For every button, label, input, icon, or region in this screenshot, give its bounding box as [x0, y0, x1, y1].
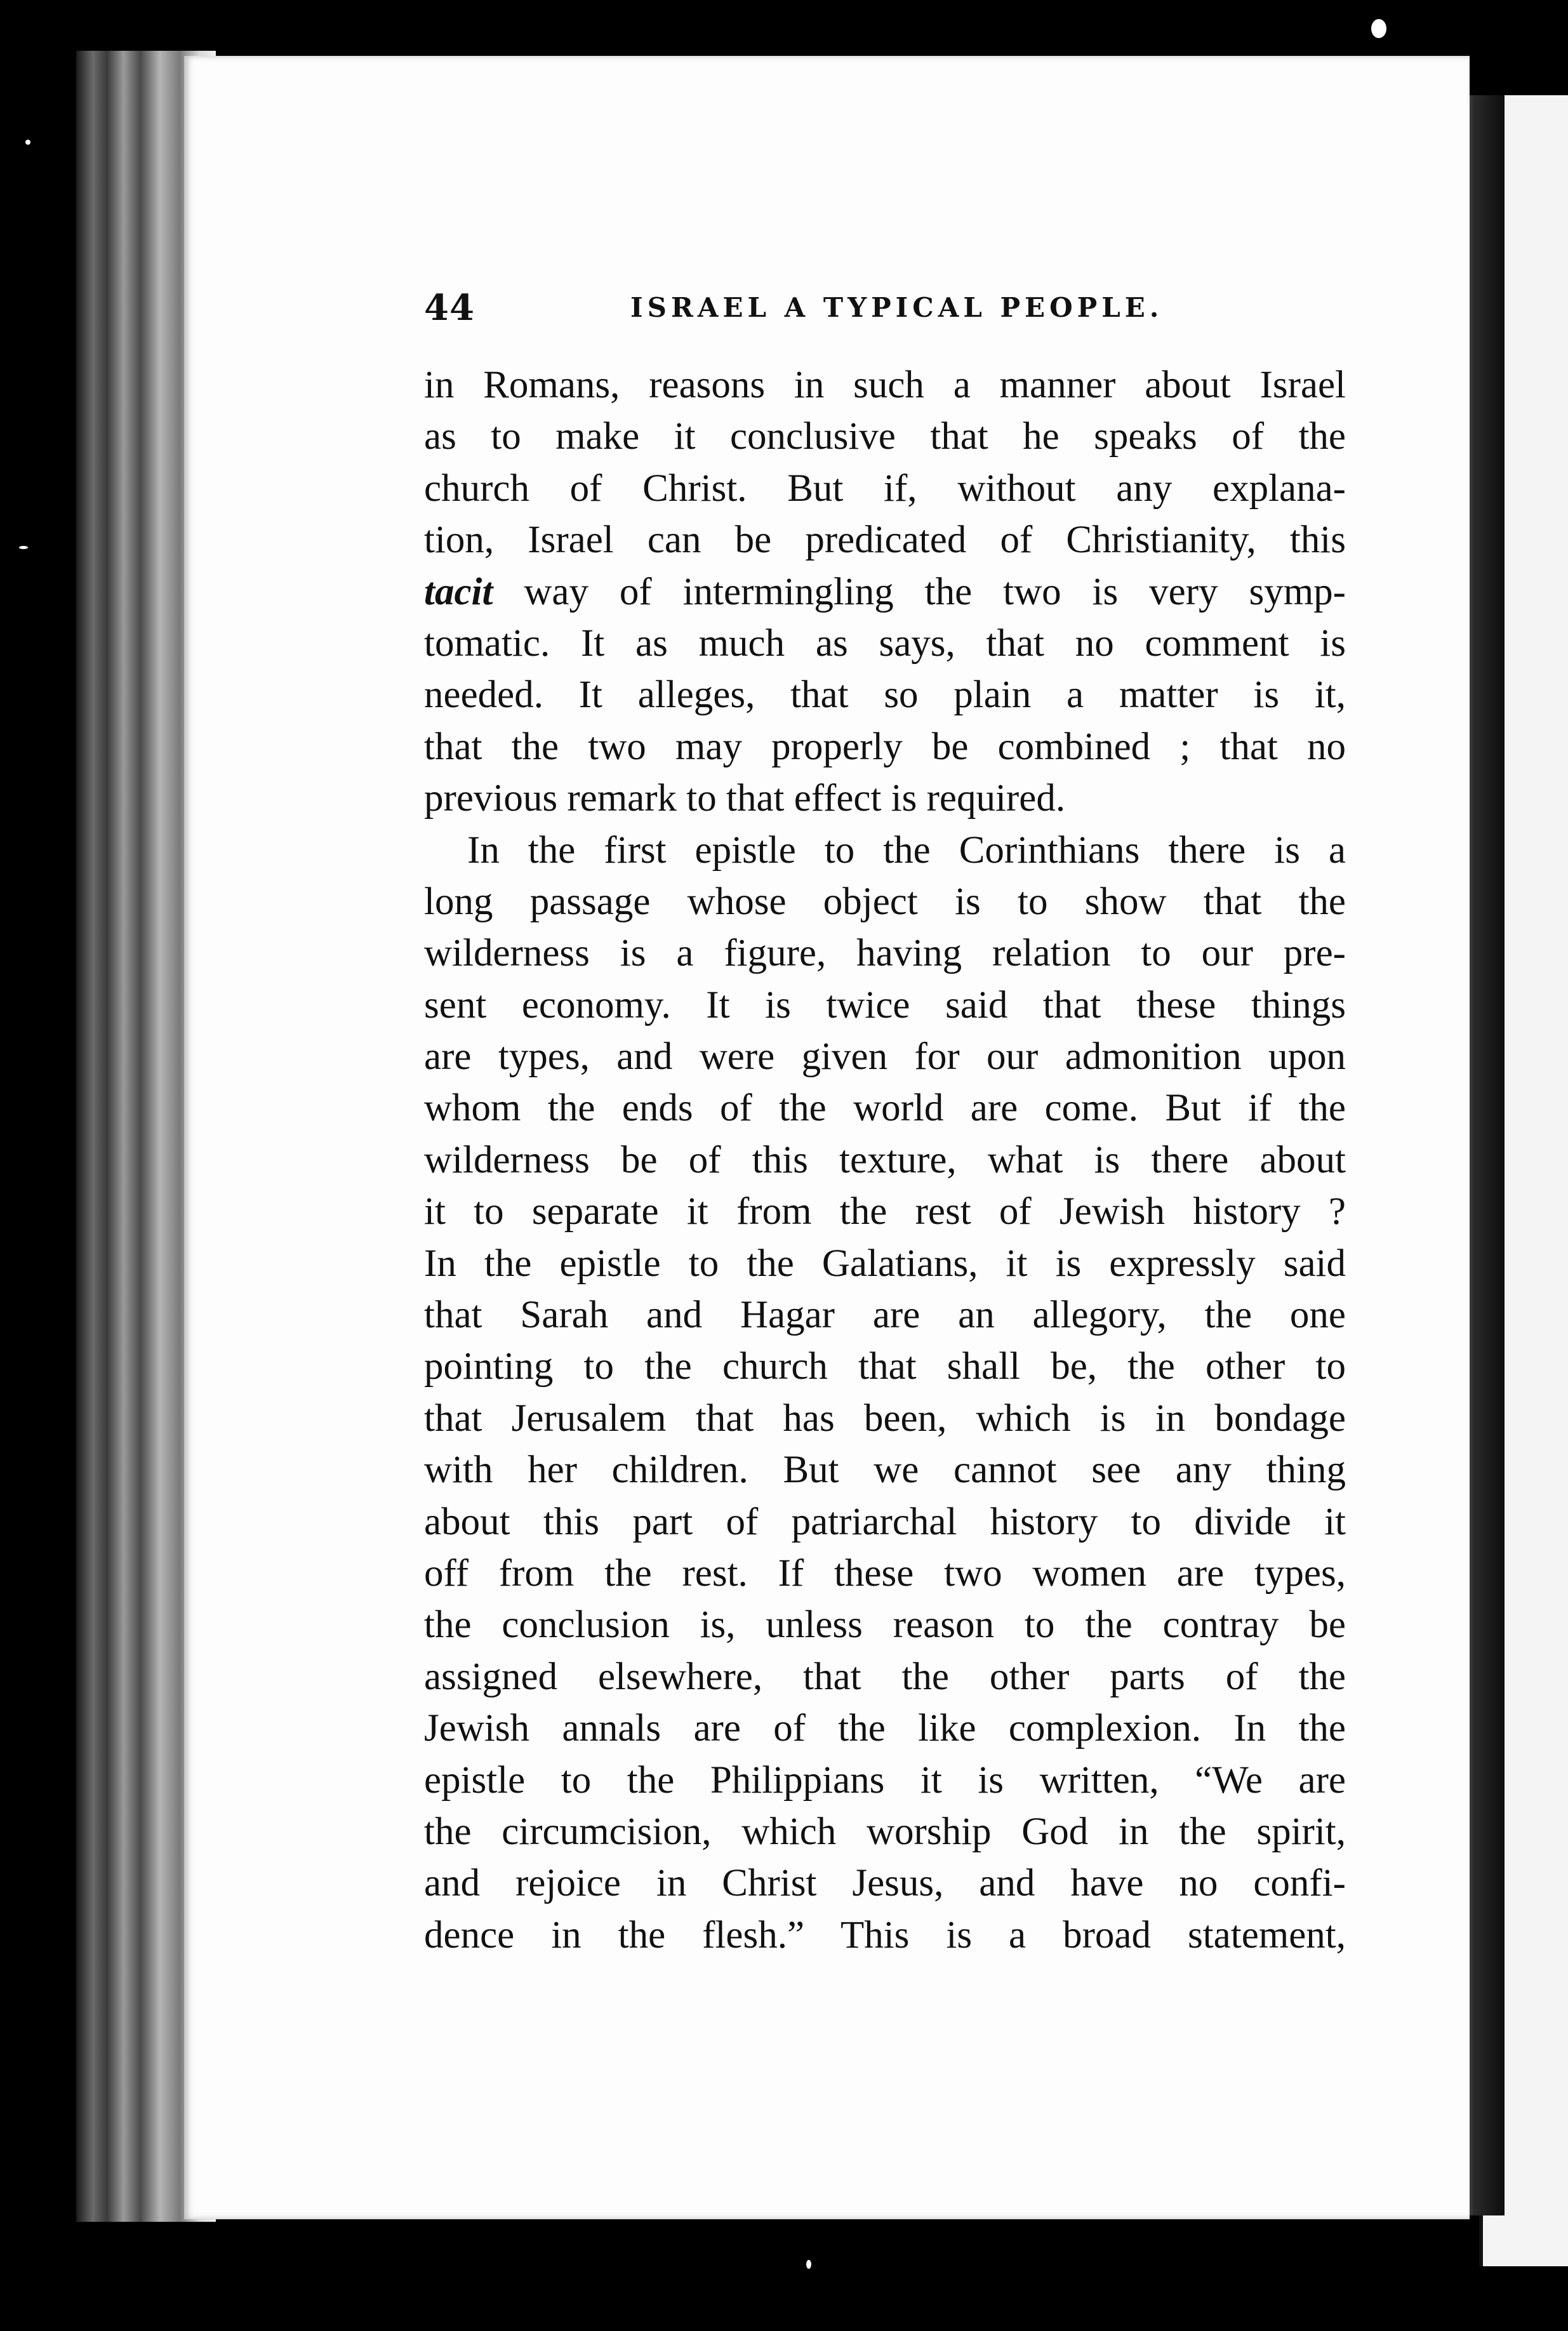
text-line: about this part of patriarchal history to divide it [424, 1500, 1346, 1543]
text-line: that Jerusalem that has been, which is in bondage [424, 1397, 1346, 1440]
page-body-text [424, 359, 1346, 1961]
text-line: long passage whose object is to show that the [424, 880, 1346, 923]
text-line: with her children. But we cannot see any thing [424, 1449, 1346, 1492]
page-header [424, 287, 1346, 338]
scan-speck [1371, 19, 1386, 38]
text-line: epistle to the Philippians it is written, “We are [424, 1758, 1346, 1802]
text-line: are types, and were given for our admonition upon [424, 1035, 1346, 1079]
text-line-rest: way of intermingling the two is very symp- [493, 570, 1346, 613]
text-line: sent economy. It is twice said that these things [424, 983, 1346, 1026]
text-line: whom the ends of the world are come. But if the [424, 1087, 1346, 1130]
text-line: dence in the flesh.” This is a broad statement, [424, 1913, 1346, 1956]
text-line: and rejoice in Christ Jesus, and have no confi- [424, 1862, 1346, 1905]
page-number: 44 [424, 287, 475, 329]
text-line [424, 566, 1346, 618]
scan-speck [25, 140, 30, 145]
text-line: that the two may properly be combined ; that no [424, 725, 1346, 768]
text-line: pointing to the church that shall be, the other to [424, 1345, 1346, 1388]
text-line: the circumcision, which worship God in the spirit, [424, 1810, 1346, 1853]
text-line: as to make it conclusive that he speaks of the [424, 415, 1346, 458]
italic-word: tacit [424, 570, 493, 613]
text-line: the conclusion is, unless reason to the contray be [424, 1604, 1346, 1647]
text-line: wilderness is a figure, having relation to our pre- [424, 932, 1346, 975]
text-line: church of Christ. But if, without any explana- [424, 467, 1346, 510]
scan-speck [19, 546, 28, 549]
text-line: assigned elsewhere, that the other parts of the [424, 1655, 1346, 1698]
scan-speck [806, 2260, 811, 2269]
text-line: wilderness be of this texture, what is there about [424, 1138, 1346, 1181]
text-line: that Sarah and Hagar are an allegory, the one [424, 1294, 1346, 1337]
text-line: off from the rest. If these two women are types, [424, 1551, 1346, 1595]
text-line: In the first epistle to the Corinthians there is a [467, 828, 1346, 872]
text-line: tomatic. It as much as says, that no comment is [424, 621, 1346, 665]
text-line: previous remark to that effect is required. [424, 777, 1066, 820]
text-line: needed. It alleges, that so plain a matter is it, [424, 674, 1346, 717]
text-line: in Romans, reasons in such a manner about Israel [424, 364, 1346, 406]
running-head: ISRAEL A TYPICAL PEOPLE. [630, 292, 1164, 323]
text-line: In the epistle to the Galatians, it is expressly said [424, 1242, 1346, 1285]
text-line: it to separate it from the rest of Jewish history ? [424, 1190, 1346, 1233]
text-line: Jewish annals are of the like complexion. In the [424, 1707, 1346, 1750]
text-line: tion, Israel can be predicated of Christianity, this [424, 519, 1346, 562]
